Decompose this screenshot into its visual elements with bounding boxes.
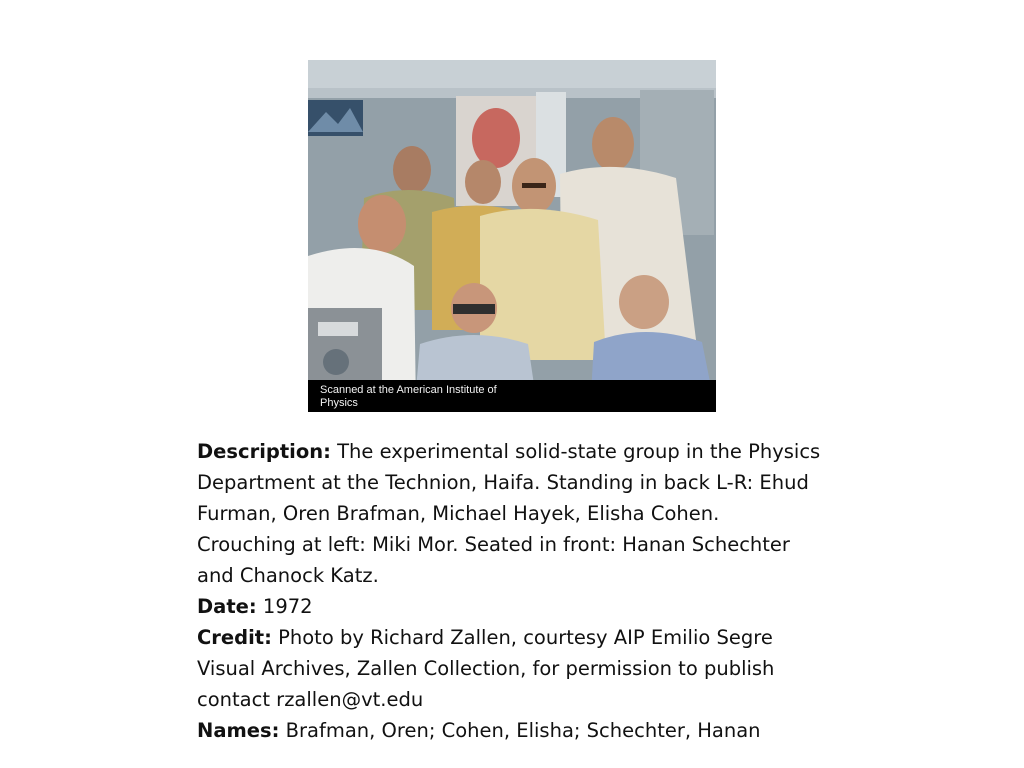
description-text: The experimental solid-state group in the Physics Department at the Technion, Haifa. Standing in back L-R: Ehud Furman, Oren Brafman, Michael Hayek, Elisha Cohen. Crouching at left: Miki Mor. Seated in front: Hanan Schechter and Chanock Katz. [197,440,821,587]
description-row [197,436,822,591]
description-label: Description: [197,440,331,463]
names-row [197,715,822,746]
group-photo-illustration [308,60,716,412]
photo-caption: Scanned at the American Institute of Physics [320,384,497,409]
group-photo [308,60,716,412]
photo-record [197,436,822,746]
date-value: 1972 [262,595,313,618]
credit-label: Credit: [197,626,272,649]
credit-text: Photo by Richard Zallen, courtesy AIP Emilio Segre Visual Archives, Zallen Collection, for permission to publish contact rzallen@vt.edu [197,626,775,711]
date-row [197,591,822,622]
names-label: Names: [197,719,280,742]
credit-row [197,622,822,715]
names-text: Brafman, Oren; Cohen, Elisha; Schechter, Hanan [285,719,761,742]
date-label: Date: [197,595,257,618]
